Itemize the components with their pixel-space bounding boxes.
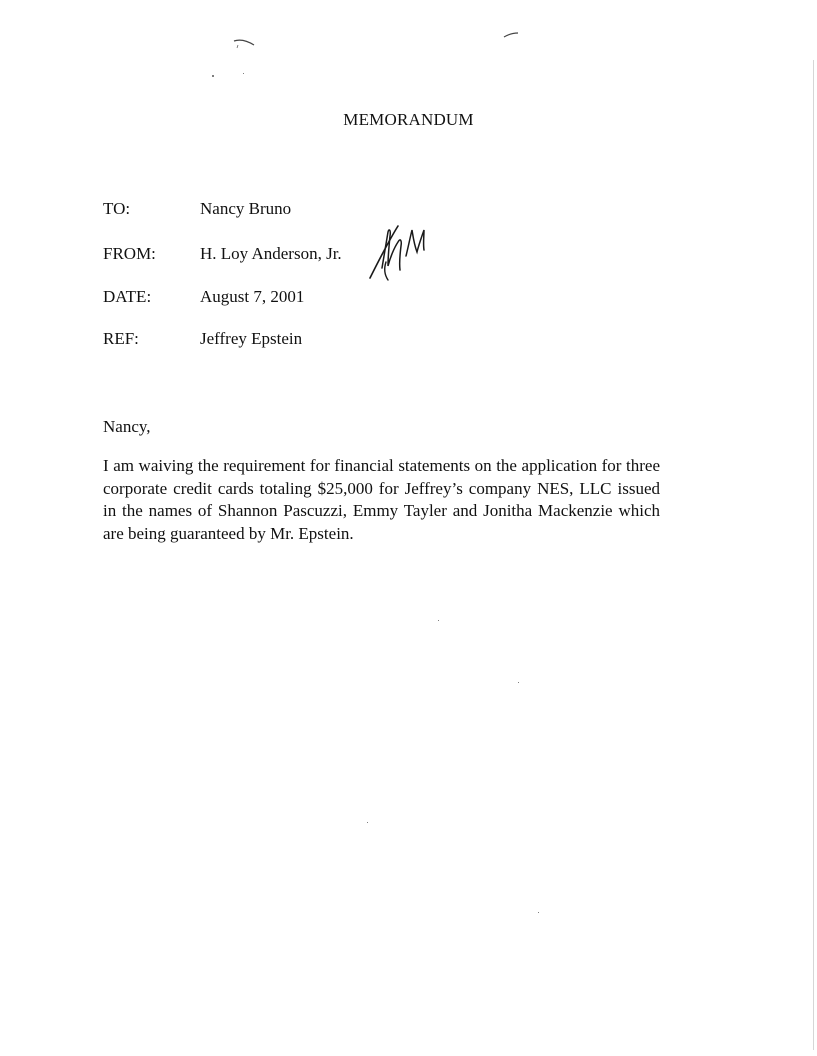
to-label: TO:	[103, 199, 131, 218]
scan-speck	[538, 912, 539, 913]
ref-label: REF:	[103, 329, 139, 348]
scan-speck	[518, 682, 519, 683]
from-label: FROM:	[103, 244, 156, 263]
handwritten-initials	[362, 222, 432, 282]
scan-mark	[232, 36, 262, 50]
date-value: August 7, 2001	[200, 287, 305, 306]
memo-body-paragraph: I am waiving the requirement for financial statements on the application for three corporate credit cards totaling $25,000 for Jeffrey’s company NES, LLC issued in the names of Shannon Pascuzzi, Emmy Tayler and Jonitha Mackenzie which are being guaranteed by Mr. Epstein.	[103, 456, 660, 543]
scan-edge-line	[813, 60, 814, 1050]
from-value: H. Loy Anderson, Jr.	[200, 244, 342, 263]
scan-speck	[243, 73, 244, 74]
date-label: DATE:	[103, 287, 152, 306]
to-value: Nancy Bruno	[200, 199, 292, 218]
scan-speck	[212, 75, 214, 77]
ref-value: Jeffrey Epstein	[200, 329, 303, 348]
memo-title: MEMORANDUM	[343, 110, 474, 129]
scan-mark	[502, 30, 522, 40]
scan-speck	[438, 620, 439, 621]
salutation: Nancy,	[103, 417, 151, 436]
scan-speck	[367, 822, 368, 823]
